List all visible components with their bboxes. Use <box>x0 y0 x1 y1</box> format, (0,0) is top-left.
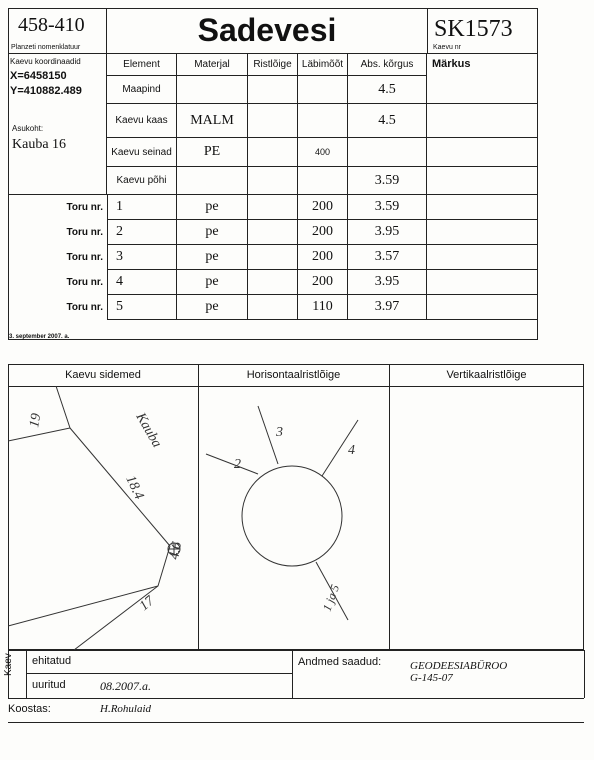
sheet-code-box <box>8 8 107 54</box>
pipe-diameter-cell-text: 200 <box>312 249 333 264</box>
remarks-cell <box>427 138 538 167</box>
compiled-label: Koostas: <box>8 703 51 715</box>
well-id-box <box>427 8 538 54</box>
element-section-cell <box>248 76 298 104</box>
table-header-1 <box>177 54 248 76</box>
pipe-material-cell-text: pe <box>205 299 219 314</box>
surveyed-label: uuritud <box>32 679 66 691</box>
element-abs-cell-text: 3.59 <box>374 172 400 188</box>
table-header-3 <box>298 54 348 76</box>
pipe-diameter-cell <box>298 195 348 220</box>
pipe-number-cell <box>107 195 177 220</box>
sheet-code: 458-410 <box>18 14 85 36</box>
tie-label-b: Kauba <box>132 410 165 451</box>
panel-title-ties: Kaevu sidemed <box>65 369 141 381</box>
element-abs-cell <box>348 104 427 138</box>
table-header-2-text: Ristlõige <box>253 59 292 70</box>
element-label-cell-text: Maapind <box>122 84 161 95</box>
sheet-caption: Planzeti nomenklatuur <box>11 44 81 51</box>
footer-side-divider <box>26 650 27 698</box>
pipe-diameter-cell <box>298 245 348 270</box>
pipe-material-cell <box>177 195 248 220</box>
element-abs-cell <box>348 76 427 104</box>
surveyed-value: 08.2007.a. <box>100 679 151 693</box>
footer-row-line <box>26 673 292 674</box>
coord-x: X=6458150 <box>10 70 67 82</box>
pipe-number-2: 2 <box>234 457 241 472</box>
pipe-row-label: Toru nr. <box>66 277 103 288</box>
pipe-row-label: Toru nr. <box>66 302 103 313</box>
pipe-diameter-cell-text: 200 <box>312 274 333 289</box>
pipe-3-line <box>258 406 278 464</box>
pipe-section-cell <box>248 295 298 320</box>
well-id: SK1573 <box>434 16 513 42</box>
table-header-4 <box>348 54 427 76</box>
pipe-diameter-cell <box>298 270 348 295</box>
element-label-cell <box>107 167 177 195</box>
remarks-cell <box>427 195 538 220</box>
pipe-section-cell <box>248 245 298 270</box>
pipe-number-cell-text: 4 <box>116 274 123 289</box>
element-material-cell <box>177 76 248 104</box>
element-material-cell-text: MALM <box>190 112 234 128</box>
location-value: Kauba 16 <box>12 137 67 152</box>
remarks-cell <box>427 320 538 340</box>
element-section-cell <box>248 167 298 195</box>
info-block <box>8 54 107 195</box>
pipe-diameter-cell-text: 200 <box>312 224 333 239</box>
element-diameter-cell-text: 400 <box>314 147 331 157</box>
element-abs-cell-text: 4.5 <box>378 81 396 97</box>
remarks-cell <box>427 167 538 195</box>
pipe-row-label: Toru nr. <box>66 227 103 238</box>
pipe-abs-cell <box>348 245 427 270</box>
pipe-number-1-5: 1 ja 5 <box>319 582 343 614</box>
footer-side-label: Kaev <box>3 653 14 676</box>
element-abs-cell <box>348 138 427 167</box>
pipe-section-cell <box>248 270 298 295</box>
data-from-line1: GEODEESIABÜROO <box>410 660 508 672</box>
coord-y: Y=410882.489 <box>10 85 82 97</box>
element-diameter-cell <box>298 76 348 104</box>
tie-label-e: 17 <box>136 593 158 615</box>
table-header-4-text: Abs. kõrgus <box>360 59 414 70</box>
element-label-cell-text: Kaevu põhi <box>116 175 167 186</box>
pipe-number-cell <box>107 245 177 270</box>
table-header-2 <box>248 54 298 76</box>
element-abs-cell <box>348 167 427 195</box>
footer-bottom-line <box>8 698 584 699</box>
remarks-cell <box>427 220 538 245</box>
pipe-abs-cell <box>348 220 427 245</box>
pipe-diameter-cell <box>298 220 348 245</box>
pipe-diameter-cell <box>298 295 348 320</box>
pipe-number-cell-text: 2 <box>116 224 123 239</box>
tie-label-a: 19 <box>27 412 45 429</box>
pipe-number-cell-text: 1 <box>116 199 123 214</box>
pipe-material-cell <box>177 220 248 245</box>
pipe-diameter-cell-text: 110 <box>312 299 333 314</box>
horizontal-sketch <box>198 386 389 650</box>
pipe-number-4: 4 <box>348 443 355 458</box>
table-header-1-text: Materjal <box>194 59 230 70</box>
table-header-0 <box>107 54 177 76</box>
element-section-cell <box>248 138 298 167</box>
pipe-number-cell <box>107 220 177 245</box>
street-line-left <box>8 386 70 441</box>
pipe-abs-cell-text: 3.59 <box>374 199 400 214</box>
element-label-cell <box>107 76 177 104</box>
pipe-abs-cell-text: 3.57 <box>374 249 400 264</box>
pipe-material-cell-text: pe <box>205 274 219 289</box>
remarks-cell <box>427 245 538 270</box>
pipe-abs-cell <box>348 295 427 320</box>
element-label-cell-text: Kaevu kaas <box>115 115 168 126</box>
panel-title-vertical: Vertikaalristlõige <box>446 369 527 381</box>
table-header-0-text: Element <box>123 59 160 70</box>
pipe-section-cell <box>248 220 298 245</box>
ties-sketch <box>8 386 198 650</box>
remarks-cell <box>427 270 538 295</box>
pipe-number-cell-text: 5 <box>116 299 123 314</box>
pipe-material-cell-text: pe <box>205 249 219 264</box>
element-label-cell-text: Kaevu seinad <box>111 146 172 158</box>
pipe-material-cell <box>177 245 248 270</box>
form-title: Sadevesi <box>107 8 427 54</box>
panel-divider-2 <box>389 364 390 650</box>
element-label-cell <box>107 104 177 138</box>
built-label: ehitatud <box>32 655 72 667</box>
footer-top-line <box>8 650 584 651</box>
element-diameter-cell <box>298 167 348 195</box>
street-line-lower <box>74 546 170 650</box>
pipe-abs-cell-text: 3.95 <box>374 274 400 289</box>
element-material-cell <box>177 138 248 167</box>
pipe-number-cell <box>107 295 177 320</box>
panel-title-horizontal: Horisontaalristlõige <box>246 369 341 381</box>
remarks-header: Märkus <box>432 58 471 70</box>
pipe-abs-cell-text: 3.95 <box>374 224 400 239</box>
element-material-cell <box>177 167 248 195</box>
element-abs-cell-text: 4.5 <box>378 112 396 128</box>
element-material-cell <box>177 104 248 138</box>
location-caption: Asukoht: <box>12 124 44 133</box>
table-header-3-text: Läbimõõt <box>301 59 344 70</box>
pipe-row-label: Toru nr. <box>66 202 103 213</box>
footer-right-line <box>584 650 585 698</box>
pipe-material-cell <box>177 295 248 320</box>
pipe-abs-cell <box>348 270 427 295</box>
pipe-number-3: 3 <box>276 425 283 440</box>
compiled-value: H.Rohulaid <box>100 703 152 715</box>
remarks-cell <box>427 104 538 138</box>
pipe-material-cell-text: pe <box>205 224 219 239</box>
element-diameter-cell <box>298 138 348 167</box>
remarks-cell <box>427 76 538 104</box>
pipe-row-label: Toru nr. <box>66 252 103 263</box>
data-from-label: Andmed saadud: <box>298 656 382 668</box>
form-date: 3. september 2007. a. <box>9 334 70 340</box>
compiled-underline <box>8 722 584 723</box>
coord-caption: Kaevu koordinaadid <box>10 57 81 66</box>
pipe-material-cell-text: pe <box>205 199 219 214</box>
pipe-2-line <box>206 454 258 474</box>
well-circle <box>242 466 342 566</box>
pipe-material-cell <box>177 270 248 295</box>
remarks-cell <box>427 295 538 320</box>
footer-mid-divider <box>292 650 293 698</box>
element-label-cell <box>107 138 177 167</box>
street-line-bottom-left <box>8 586 158 626</box>
tie-label-c: 18.4 <box>122 473 147 502</box>
element-section-cell <box>248 104 298 138</box>
pipe-section-cell <box>248 195 298 220</box>
pipe-diameter-cell-text: 200 <box>312 199 333 214</box>
element-material-cell-text: PE <box>203 144 221 159</box>
element-diameter-cell <box>298 104 348 138</box>
tie-label-d: 4.6 <box>167 540 185 561</box>
pipe-abs-cell <box>348 195 427 220</box>
data-from-line2: G-145-07 <box>410 672 453 684</box>
pipe-number-cell-text: 3 <box>116 249 123 264</box>
pipe-number-cell <box>107 270 177 295</box>
well-caption: Kaevu nr <box>433 44 462 51</box>
pipe-abs-cell-text: 3.97 <box>374 299 400 314</box>
